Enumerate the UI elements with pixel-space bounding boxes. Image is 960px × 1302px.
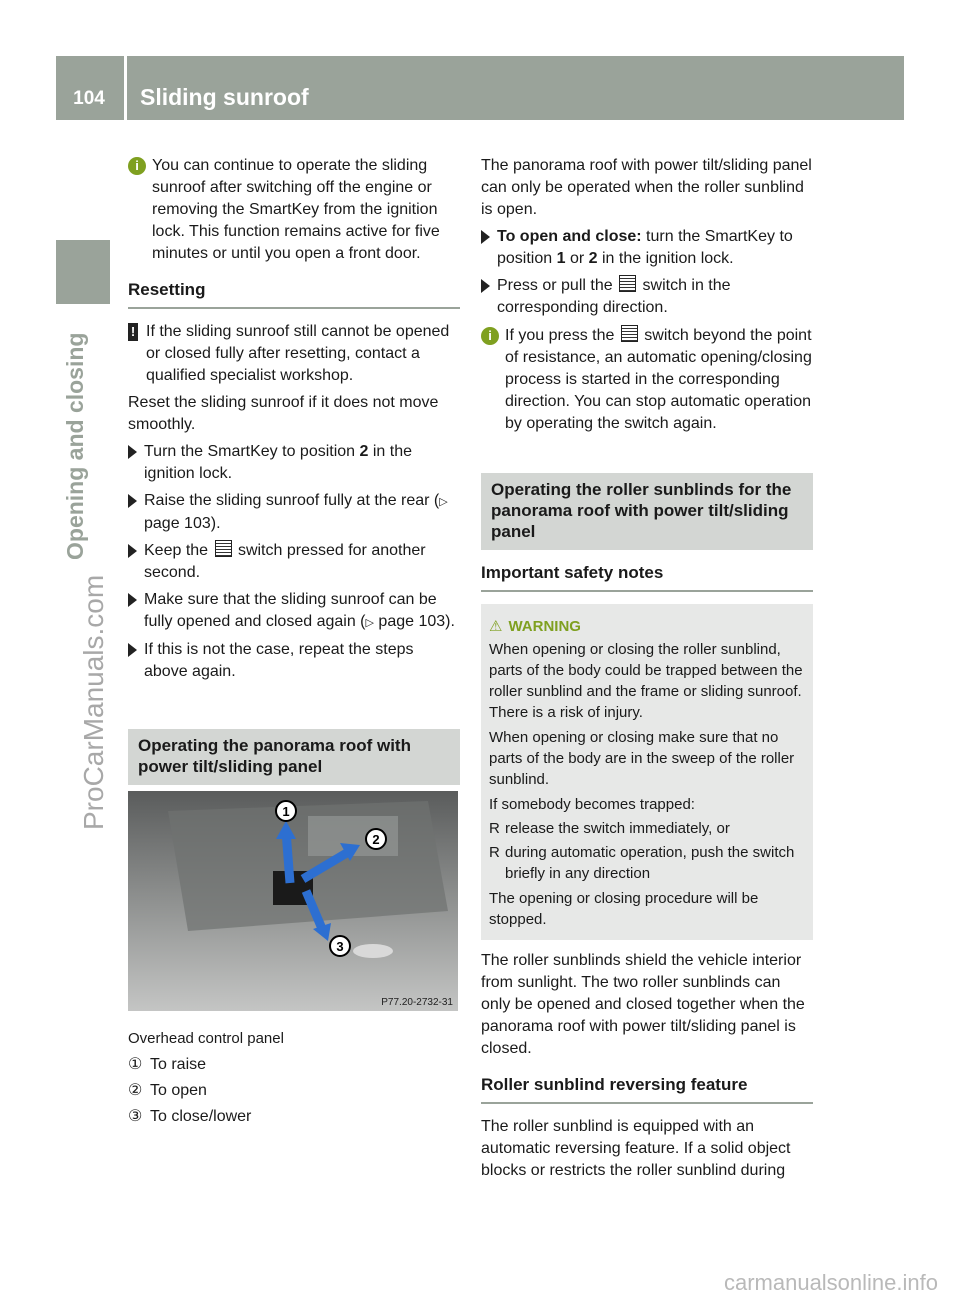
step: [128, 441, 460, 485]
switch-icon: [621, 325, 638, 342]
step-arrow-icon: [128, 544, 136, 584]
legend-number: ②: [128, 1082, 143, 1099]
warning-text: When opening or closing the roller sunblind, parts of the body could be trapped between the roller sunblind and the frame or sliding sunroof. There is a risk of injury.: [489, 641, 803, 721]
caution-text: If the sliding sunroof still cannot be opened or closed fully after resetting, contact a qualified specialist workshop.: [146, 323, 450, 384]
reversing-heading: Roller sunblind reversing feature: [481, 1074, 813, 1104]
position-number: 2: [359, 443, 369, 460]
step-arrow-icon: [128, 643, 136, 683]
step-text: Press or pull the: [497, 277, 618, 294]
step-arrow-icon: [128, 494, 136, 535]
page-ref: page 103).: [144, 515, 221, 532]
warning-bullet: [489, 842, 803, 884]
step: [128, 639, 460, 683]
step-text: If this is not the case, repeat the steps above again.: [144, 641, 414, 680]
photo-code: P77.20-2732-31: [381, 997, 453, 1008]
marker-label: 2: [372, 832, 380, 847]
step-text: in the ignition lock.: [144, 443, 413, 482]
safety-heading: Important safety notes: [481, 562, 813, 592]
photo-caption: Overhead control panel: [128, 1030, 284, 1047]
step-text: switch pressed for another second.: [144, 542, 426, 581]
step-text: or: [565, 250, 589, 267]
switch-icon: [619, 275, 636, 292]
page-number: 104: [73, 88, 105, 109]
step: [128, 589, 460, 634]
intro-text: The panorama roof with power tilt/sliding panel can only be operated when the roller sunblind is open.: [481, 157, 812, 218]
marker-label: 3: [336, 939, 344, 954]
bullet-icon: R: [489, 820, 500, 837]
bullet-text: release the switch immediately, or: [505, 820, 730, 837]
resetting-heading: Resetting: [128, 279, 460, 309]
watermark: ProCarManuals.com: [78, 574, 109, 830]
warning-text: If somebody becomes trapped:: [489, 796, 695, 813]
reversing-text: The roller sunblind is equipped with an automatic reversing feature. If a solid object blocks or restricts the roller sunblind during: [481, 1118, 791, 1179]
step: [481, 275, 813, 319]
position-number: 2: [588, 250, 598, 267]
step-text: Keep the: [144, 542, 213, 559]
step-text: Make sure that the sliding sunroof can be fully opened and closed again (: [144, 591, 437, 630]
bullet-text: during automatic operation, push the switch briefly in any direction: [505, 844, 795, 882]
overhead-panel-photo: [128, 791, 458, 1011]
step-arrow-icon: [481, 279, 489, 319]
switch-icon: [215, 540, 232, 557]
shield-text: The roller sunblinds shield the vehicle interior from sunlight. The two roller sunblinds can only be opened and closed together when the panorama roof with power tilt/sliding panel is closed.: [481, 952, 805, 1057]
section-title: Sliding sunroof: [140, 84, 309, 110]
warning-text: When opening or closing make sure that no parts of the body are in the sweep of the roller sunblind.: [489, 729, 795, 788]
legend-item: [128, 1106, 460, 1128]
step-text: Turn the SmartKey to position: [144, 443, 360, 460]
legend-number: ①: [128, 1056, 143, 1073]
warning-title: WARNING: [508, 618, 581, 635]
page-ref-icon: [366, 613, 374, 630]
legend-text: To raise: [150, 1056, 207, 1073]
warning-text: The opening or closing procedure will be stopped.: [489, 890, 759, 928]
step-text: turn the SmartKey to position: [497, 228, 793, 267]
info-note: [128, 155, 460, 265]
legend-text: To open: [150, 1082, 207, 1099]
info-note: [481, 325, 813, 435]
legend-number: ③: [128, 1108, 143, 1125]
header-separator: [124, 56, 127, 120]
step-text: in the ignition lock.: [597, 250, 734, 267]
info-text: If you press the: [505, 327, 619, 344]
watermark-footer: carmanualsonline.info: [723, 1270, 938, 1295]
bullet-icon: R: [489, 844, 500, 861]
step-label: To open and close:: [497, 228, 642, 245]
legend-text: To close/lower: [150, 1108, 252, 1125]
sunblind-heading: Operating the roller sunblinds for the panorama roof with power tilt/sliding panel: [481, 473, 813, 550]
info-icon: i: [128, 157, 146, 175]
legend-item: [128, 1054, 460, 1076]
warning-box: [481, 604, 813, 940]
legend-item: [128, 1080, 460, 1102]
step: [128, 490, 460, 535]
chapter-label: Opening and closing: [62, 332, 88, 560]
step-text: switch in the corresponding direction.: [497, 277, 731, 316]
warning-bullet: [489, 818, 803, 839]
step: [128, 540, 460, 584]
info-text: You can continue to operate the sliding sunroof after switching off the engine or removing the SmartKey from the ignition lock. This function remains active for five minutes or until you open a front door.: [152, 157, 440, 262]
right-column: [481, 155, 813, 1182]
page-ref-icon: [439, 492, 447, 509]
caution-icon: !: [128, 323, 138, 341]
step-arrow-icon: [481, 230, 489, 270]
caution-note: [128, 321, 460, 387]
info-text: switch beyond the point of resistance, an automatic opening/closing process is started in the corresponding direction. You can stop automatic operation by operating the switch again.: [505, 327, 812, 432]
step-arrow-icon: [128, 593, 136, 634]
step: [481, 226, 813, 270]
reset-intro: Reset the sliding sunroof if it does not move smoothly.: [128, 394, 439, 433]
page-ref: page 103).: [378, 613, 455, 630]
panorama-heading: Operating the panorama roof with power tilt/sliding panel: [128, 729, 460, 785]
step-text: Raise the sliding sunroof fully at the rear (: [144, 492, 440, 509]
left-column: [128, 155, 460, 1128]
marker-label: 1: [282, 804, 290, 819]
step-arrow-icon: [128, 445, 136, 485]
info-icon: i: [481, 327, 499, 345]
position-number: 1: [556, 250, 566, 267]
warning-icon: ⚠: [489, 618, 503, 635]
